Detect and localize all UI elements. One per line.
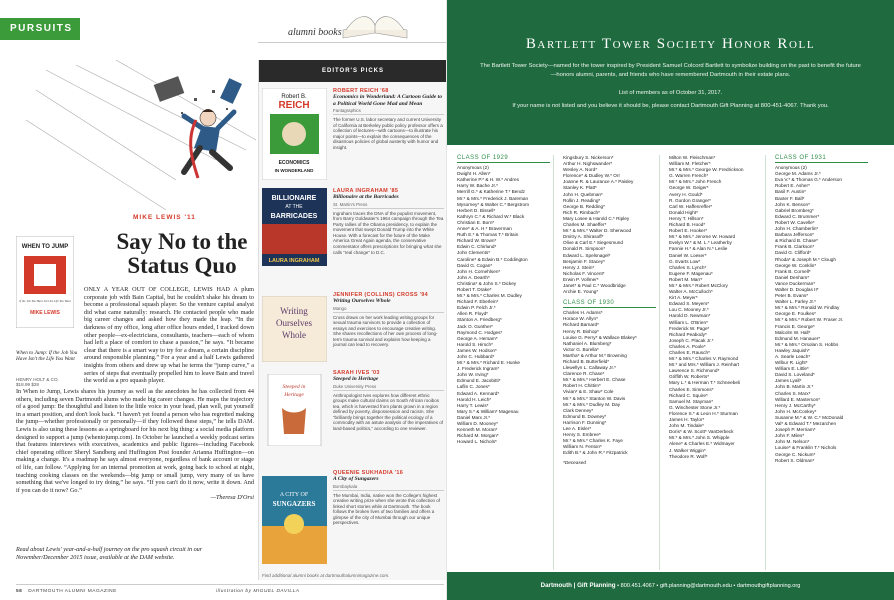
honor-name: Edmund B. Downey* [563,413,607,419]
honor-name: Jack O. Gunther* [457,323,493,329]
honor-name: Mr.* & Mrs.* Charles K. Faye [563,438,623,444]
byline: MIKE LEWIS '11 [133,214,196,221]
class-heading: CLASS OF 1929 [457,155,550,163]
deceased-note: *Deceased [563,459,586,465]
honor-name: Frank B. Cornell* [775,268,811,274]
honor-name: Richard Peabody* [669,331,707,337]
honor-name: Robert H. Chittim* [563,383,601,389]
honor-name: Daniel Marx Jr.* [457,414,491,420]
honor-name: Malcolm W. Hall* [775,329,811,335]
honor-name: Peter B. Evans* [775,293,809,299]
honor-name: Mr.* & Mrs.* Orsolan S. Hobbs [775,341,839,347]
honor-name: James W. Hodson* [457,347,497,353]
honor-name: Edwin P. Felch Jr.* [457,305,496,311]
honor-name: Herbert D. Bissell* [457,207,496,213]
honor-name: William N. Fenton* [563,444,602,450]
honor-name: Richard C. Squire* [669,392,708,398]
honor-name: Katherine P.* & H. W.* Andres [457,177,519,183]
honor-name: A. Searle Leach* [775,354,811,359]
honor-name: Charles A. Poole* [669,343,706,349]
pick-author: LAURA INGRAHAM '85 [333,188,399,194]
honor-name: Henry S. Embree* [563,432,601,438]
pick-text [333,292,444,348]
honor-name: William E. Little* [775,366,809,372]
magazine-name: DARTMOUTH ALUMNI MAGAZINE [28,589,117,594]
honor-name: Wilbur R. Light* [775,360,808,366]
honor-name: Willard E. Masterson* [775,396,821,402]
pick-publisher: St. Martin's Press [333,202,444,209]
honor-name: Charles S. Lynch* [669,264,707,270]
honor-name: Frank B. Clarkson* [775,244,815,250]
honor-name: John W. Irving* [457,372,489,378]
honor-name: Kirt A. Meyer* [669,295,698,301]
article-tease: Read about Lewis' year-and-a-half journey on the pro squash circuit in our November/December 2015 issue, available at the DAM website. [16,546,203,561]
honor-name: Florence* & Dudley W.* Orr [563,173,621,179]
honor-name: Edwin C. Chirlund* [457,244,497,250]
honor-name: Samuel M. Stayman* [669,398,714,404]
honor-name: Charles E. Rausch* [669,350,710,355]
pick-publisher: Bombaykala [333,484,444,491]
honor-name: Dmitry A. Shirasoff* [563,234,604,240]
honor-name: Mary S.* & William* Magenau [457,408,519,414]
honor-name: Edward C. Brummer* [775,213,820,219]
honor-name: Henry R. Bishop* [563,328,599,334]
honor-name: John A. Dearth* [457,274,490,280]
honor-name: Henry J. Stein* [563,264,595,270]
honor-name: Mr.* & Mrs.* Jerome W. Howard [669,234,736,240]
honor-name: Janet* & Paul C.* Woodbridge [563,282,626,288]
cover-line: Ourselves [276,318,312,328]
honor-name: David S. Loveland* [775,372,815,378]
honor-name: Donald Hight* [669,209,698,215]
honor-name: Barbara Jefferson* [775,232,814,238]
page-footer [16,584,444,594]
book-cover-steeped-in-heritage [262,374,327,446]
honor-name: John M. Nelson* [775,439,810,445]
honor-name: Vance Duckerman* [775,280,816,286]
honor-name: John Clements* [457,250,491,256]
honor-name: Edith B.* & John R.* Fitzpatrick [563,450,628,456]
honor-name: Vivian* & E. Shaw* Cole [563,389,614,395]
honor-name: Raymond C. Hodges* [457,329,503,335]
honor-name: Mary Losee & Harold C.* Ripley [563,215,630,221]
honor-name: Anonymous (2) [775,165,807,171]
honor-name: Howard L. Nichols* [457,439,497,445]
honor-name: Rhoda* & Joseph M.* Clough [775,256,836,262]
honor-name: Charles H. Adams* [563,310,603,316]
honor-roll-title: Bartlett Tower Society Honor Roll [525,36,816,52]
honor-name: Mary L.* & Herman T.* Schneebeli [669,380,741,386]
honor-name: Louise* & Franklin T.* Nichols [775,445,837,451]
honor-name: Eugene F. Magenau* [669,270,713,276]
honor-name: Olive & Carl E.* Siegesmund [563,240,623,246]
pick-description: Ingraham traces the DNA of the populist movement, from Barry Goldwater's 1964 campaign through the Tea Party rallies of the Obama presidency, to explain the movement that swept Donald Trump into the White House. With a forecast for the future of the Make America Great Again agenda, the conservative commentator offers prescriptions for bringing what she calls “real change” to D.C. [333,210,444,255]
honor-name: James Lyall* [775,378,802,384]
honor-name: Nicholas F. Vincent* [563,270,605,276]
honor-name: Lee A. Eisler* [563,426,592,432]
pick-description: The former U.S. labor secretary and current University of California at Berkeley public policy professor offers a collection of lectures—with cartoons—to illustrate his major points—to explain the consequences of the disastrous policies of global austerity with humor and insight. [333,117,443,150]
book-cover-economics-in-wonderland [262,88,327,180]
honor-name: Florence S.* & Leon H.* Sturman [669,410,738,416]
book-caption-meta [16,377,80,387]
honor-name: Louise G. Perry* & Wallace Blakey* [563,334,637,340]
honor-name: Mr.* & Mrs.* John S. Whipple [669,435,730,441]
book-cover-a-city-of-sungazers [262,476,327,564]
honor-name: Charles E. Simmons* [669,386,714,392]
cover-line: Robert B. [281,94,307,100]
honor-name: Merrill G.* & Katherine T.* Bendz [457,189,525,195]
honor-name: Henry T. Hillson* [669,215,704,221]
honor-name: Eva V.* & Thomas G.* Anderson [775,177,842,183]
section-tab: PURSUITS [0,18,80,40]
pick-title: Economics in Wonderland: A Cartoon Guide to a Political World Gone Mad and Mean [333,94,442,107]
honor-name: Mr.* & Mrs.* Herbert E. Chase [563,377,626,383]
article-signature: —Theresa D'Orsi [210,494,254,502]
gift-planning-footer [447,572,894,600]
editors-picks-label: EDITOR'S PICKS [259,60,447,82]
honor-name: Daniel W. Loeser* [669,252,707,258]
honor-name: Stanley K. Platt* [563,185,597,191]
honor-name: Edward A. Kennard* [457,390,500,396]
cover-line: Writing [280,306,308,316]
pick-author: ROBERT REICH '68 [333,88,389,94]
honor-name: Nathaniel A. Blumberg* [563,340,612,346]
pick-author: JENNIFER (COLLINS) CROSS '94 [333,292,428,298]
class-heading: CLASS OF 1931 [775,155,868,163]
cover-line: BARRICADES [270,213,318,220]
honor-name: Harold D. Newman* [669,313,711,319]
honor-name: Donald R. Simpson* [563,246,606,252]
cover-line: A CITY OF [279,492,309,498]
honor-name: Stanton A. Friedberg* [457,317,502,323]
honor-name: Erwin P. Vollmer* [563,276,599,282]
honor-name: George E. Foulkes* [775,311,816,317]
honor-column-3 [669,155,762,460]
honor-name: Robert E. Asher* [775,183,810,189]
honor-name: George M. Adams Jr.* [775,171,821,177]
honor-name: Fannie H.* & Alan N.* Leslie [669,246,728,252]
honor-name: Llewellyn L. Callaway Jr.* [563,365,616,371]
honor-name: Mr.* & Mrs.* Stanton W. Davis [563,395,626,401]
honor-column-1 [457,155,550,445]
honor-name: Arthur H. Nighswander* [563,161,613,167]
honor-name: Edward L. Spelsnagel* [563,252,611,258]
honor-name: Susanne M.* & W. C.* McDonald [775,414,844,420]
honor-name: Rollin J. Reading* [563,197,601,203]
honor-name: George W. Geiger* [669,185,709,191]
honor-name: Mr.* & Mrs.* Richard E. Hunke [457,360,521,366]
honor-name: Allen R. Floyd* [457,311,489,317]
book-caption: When to Jump: If the Job You Have Isn't the Life You Want [16,350,78,363]
cover-line: ECONOMICS [278,160,310,166]
honor-name: Walter L. Farley Jr.* [775,299,816,305]
book-cover-title: WHEN TO JUMP [21,244,69,250]
pick-publisher: Duke University Press [333,384,444,391]
honor-name: Daniel Denham* [775,274,810,280]
honor-name: Clark Denney* [563,407,594,413]
honor-name: J. Walker Wiggin* [669,447,706,453]
honor-name: & Richard B. Chase* [775,238,818,244]
honor-name: Caroline* & Edwin B.* Coddington [457,256,528,262]
honor-name: Mr.* & Mrs.* Dudley M. Day [563,401,621,407]
honor-name: Ruth E.* & Thomas T.* Britain [457,232,519,238]
honor-roll-intro: The Bartlett Tower Society—named for the tower inspired by President Samuel Colcord Bartlett to symbolize building on the past to benefit the future—honors alumni, parents, and friends who have remembered Dartmouth in their estate plans. [480,63,861,78]
pick-author: QUEENIE SUKHADIA '16 [333,470,404,476]
honor-name: Hawley Jaquish* [775,347,810,353]
pick-text [333,470,444,526]
honor-name: John H. Cornehlsen* [457,268,501,274]
honor-name: Charles M. Shaeffer* [563,222,607,228]
honor-name: Doris* & W. Scott* VanDerbeck [669,429,734,435]
cover-line: SUNGAZERS [272,500,316,508]
column-divider [553,155,554,570]
honor-name: Joseph C. Placak Jr.* [669,337,714,343]
pick-title: Steeped in Heritage [333,376,379,382]
headline: Say No to the Status Quo [116,229,248,278]
honor-name: Edward S. Meyers* [669,301,710,307]
pick-description: The Mumbai, India, native won the College's highest creative writing prize when she wrote this collection of linked short stories while at Dartmouth. The book follows the broken lives of two families and offers a glimpse of the city of Mumbai through our unique perspectives. [333,492,441,526]
honor-name: Christian E. Born* [457,219,495,225]
honor-name: Avery H. Gould* [669,191,703,197]
honor-name: Alene* & Charles E.* Widmayer [669,441,735,447]
honor-name: Harold H. Leich* [457,396,492,402]
footer-brand: Dartmouth | Gift Planning [540,582,616,589]
honor-name: Mr.* & Mrs.* George W. Fredrickson [669,167,744,173]
honor-name: Richard W. Brown* [457,238,497,244]
honor-name: Mr.* and Mrs.* William J. Reinhart [669,362,740,368]
honor-name: Walter D. Douglas II* [775,286,819,292]
section-label: alumni books [288,27,342,38]
honor-name: Theodore R. Wolf* [669,453,708,459]
honor-name: Mr.* & Mrs.* Frederick J. Bareman [457,195,529,201]
honor-name: G. Evarts Low* [669,258,701,264]
honor-name: Joanne R. & Laurance A.* Paisley [563,179,634,185]
pick-title: A City of Sungazers [333,476,379,482]
honor-name: Mr.* & Mrs.* Charles V. Raymond [669,356,739,362]
pick-text [333,188,444,255]
honor-name: Mr.* & Mrs.* Walter D. Sherwood [563,228,632,234]
book-cover-subtitle: If the Job You Have Isn't the Life You Want [19,299,71,303]
right-page [447,0,894,600]
honor-name: Griffith W. Roberts* [669,374,710,380]
honor-name: Wesley A. Nord* [563,167,598,173]
honor-name: Frederick W. Page* [669,325,710,331]
pick-text [333,88,444,151]
article-body-text: In When to Jump, Lewis shares his journey as well as the anecdotes he has collected from 44 others, including seven Dartmouth alums who made big career changes. He maps the trajectory of a good jump: Be thoughtful and listen to the little voice in your head, plan well, put yourself in a smart position, and don't look back. “I haven't yet found a person who has regretted making the jump—whether professionally or personally—if they followed these steps,” he tells DAM. Lewis is also using these lessons as a springboard for his next big thing: a social media platform designed to support a jump (whentojump.com). In October he launched a weekly podcast series that features interviews with executives, academics and public figures—including Facebook chief operating officer Sheryl Sandberg and Huffington Post founder Arianna Huffington—on making a change. It's a roadmap he says almost everyone, regardless of bank account or stage of life, can follow. “Applying for an internal promotion at work, going back to school at night, teaching cooking classes on the weekends—big jump or small jump, very many of us have something that we've longed to try doing,” he says. “If you can't do it now, write it down. And if you can do it now? Go.” [16,388,255,494]
honor-name: Lou C. Mooney Jr.* [669,307,709,313]
honor-column-2 [563,155,656,466]
pick-author: SARAH IVES '03 [333,370,380,376]
honor-name: Mr.* & Mrs.* Charles M. Dudley [457,293,522,299]
caption-price: $18.99 $28 [16,382,39,387]
honor-column-4 [775,155,868,464]
honor-name: Basil F. Austin* [775,189,807,195]
honor-name: Edmund E. Jacobitti* [457,378,501,384]
find-more-link[interactable]: Find additional alumni books at dartmouthalumnimagazine.com. [262,573,390,578]
column-divider [765,155,766,570]
book-cover-billionaire-at-the-barricades [262,188,327,266]
honor-name: Clarence R. Chase* [563,371,605,377]
column-divider [659,155,660,570]
honor-name: Mr.* & Mrs.* Robert W. Fraser Jr. [775,317,844,323]
honor-name: R. Gordon Granger* [669,197,711,203]
book-cover-when-to-jump [16,236,74,328]
editors-picks-sidebar [258,60,446,580]
honor-name: Christina* & John S.* Dickey [457,280,517,286]
honor-name: Kenneth M. Moran* [457,427,498,433]
pick-title: Writing Ourselves Whole [333,298,391,304]
honor-name: Harry T. Lewis* [457,402,489,408]
honor-name: Robert S. Oldman* [775,457,815,463]
honor-name: John H. Quebman* [563,191,603,197]
honor-name: Richard B. Butterfield* [563,359,610,364]
honor-name: George W. Conklin* [775,262,817,268]
honor-name: Robert E. Hooker* [669,228,708,234]
honor-roll-contact: If your name is not listed and you believe it should be, please contact Dartmouth Gift Planning at 800-451-4067. Thank you. [512,103,829,109]
honor-name: Mysorney* & Walter C.* Bergstrom [457,201,529,207]
pick-publisher: Mango [333,306,444,313]
honor-name: Val* & Edward T.* Mezarchen [775,421,837,427]
pick-description: Cross draws on her work leading writing groups for sexual trauma survivors to provide a collection of essays and exercises to encourage creative writing. She shares recollections of her own process of long-term trauma survival and explains how keeping a journal can lead to recovery. [333,314,438,348]
honor-name: William L. O'Brien* [669,319,708,325]
honor-name: Joseph P. Merriam* [775,427,816,433]
honor-name: Richard F. Eberlein* [457,299,499,305]
honor-name: G. Winchester Stone Jr.* [669,404,721,410]
divider [258,42,446,43]
cover-line: Whole [282,330,306,340]
honor-name: George B. Redding* [563,203,605,209]
cover-line: Steeped in [282,384,306,390]
honor-name: Martha* & Arthur M.* Browning [563,352,627,358]
honor-name: Lawrence S. Richmond* [669,368,720,374]
illustration-credit: illustration by MIGUEL DAVILLA [216,589,300,594]
honor-name: Anonymous (2) [457,165,489,171]
cover-line: BILLIONAIRE [271,195,317,202]
page-number: 58 [16,589,23,594]
honor-name: Carl W. Haffenreffer* [669,203,713,209]
honor-name: James H. Taylor* [669,417,705,423]
honor-name: Rich R. Rimbach* [563,209,600,215]
honor-name: Richard B. Hood* [669,222,706,228]
honor-name: William D. Mooney* [457,421,498,427]
honor-name: Horace W. Allyn* [563,316,598,322]
honor-name: John K. Benson* [775,201,810,207]
honor-name: Laflin C. Jones* [457,384,490,390]
honor-name: Evelyn W.* & M. L.* Leatherby [669,240,732,246]
honor-name: Anne* & A. H.* Braverman [457,226,512,232]
honor-name: Archie E. Young* [563,289,599,295]
honor-name: J. Frederick Ingram* [457,366,500,372]
cover-line: AT THE [285,204,303,210]
honor-name: John H. Chamberlin* [775,226,819,232]
honor-name: Charles S. Marx* [775,390,811,396]
footer-contact: • 800.451.4067 • gift.planning@dartmouth.edu • dartmouthgiftplanning.org [617,583,801,589]
cover-line: LAURA INGRAHAM [268,258,320,264]
book-cover-author: MIKE LEWIS [30,310,60,316]
honor-roll-date: List of members as of October 31, 2017. [618,90,723,96]
honor-name: John B. Martin Jr.* [775,384,814,390]
honor-name: Baxter F. Ball* [775,195,805,201]
class-heading: CLASS OF 1930 [563,300,656,308]
honor-name: Dwight H. Allen* [457,171,491,177]
honor-name: G. Warren French* [669,173,709,179]
honor-name: Mr.* & Mrs.* John French [669,179,722,185]
honor-name: John M. Tindale* [669,423,704,429]
honor-name: John F. Miles* [775,433,805,439]
article-body-main [16,388,254,502]
honor-name: Victor G. Borella* [563,346,599,352]
honor-name: Mr.* & Mrs.* Robert McClory [669,282,728,288]
honor-name: John C. Hubbard* [457,354,495,359]
honor-name: William M. Fletcher* [669,161,711,167]
honor-name: Harold S. Hirsch* [457,341,493,347]
honor-name: Benjamin F. Stacey* [563,258,605,264]
honor-name: Kathryn C.* & Richard W.* Black [457,213,525,219]
article-body-intro: ONLY A YEAR OUT OF COLLEGE, LEWIS HAD A plum corporate job with Bain Capital, but he couldn't shake his dream to become a professional squash player. So the venture capital analyst did what came naturally: research. He contacted people who made big career changes and asked how they made the leap. “In the darkness of my office, long after office hours ended, I tracked down other people—ex-electricians, consultants, teachers—each of whom had left a place of comfort to chase a passion,” he says. “It became clear that there is a smart way to try for a dream, a certain discipline around responsible planning.” For a year and a half Lewis gathered insights from others and drew up what he terms the “jump curve,” a series of steps that eventually propelled him to leave Bain and travel the world as a pro squash player. [84,286,254,385]
honor-name: David G. Cogan* [457,262,493,268]
honor-name: George A. Hersam* [457,335,498,341]
pick-publisher: Fantagraphics [333,108,444,115]
honor-roll-header [447,0,894,145]
honor-name: Henry J. McCarthy* [775,402,816,408]
honor-name: Kingsbury S. Nickerson* [563,155,614,160]
honor-name: David G. Clifford* [775,250,812,256]
pick-text [333,370,444,432]
caption-publisher: HENRY HOLT & CO. [16,377,59,382]
honor-name: John H. McConkey* [775,408,817,414]
honor-name: Milton W. Fleischman* [669,155,716,160]
open-book-icon [340,10,410,42]
honor-name: Robert T. Drake* [457,286,492,292]
honor-name: Edmund M. Hanauer* [775,335,821,341]
honor-name: Mr.* & Mrs.* Ronald W. Findlay [775,305,840,311]
honor-name: Francis E. George* [775,323,815,329]
honor-name: Walter A. McCulloch* [669,289,713,295]
honor-name: Harry W. Bache Jr.* [457,183,498,189]
honor-name: Richard Barnard* [563,322,599,328]
cover-line: Heritage [284,392,304,398]
cover-line: IN WONDERLAND [274,168,314,173]
pick-title: Billionaire at the Barricades [333,194,399,200]
honor-name: George C. Nickum* [775,451,816,457]
cover-line: REICH [278,100,310,111]
honor-name: Robert W. Cavelle* [775,219,815,225]
honor-name: Robert M. Marr* [669,276,703,282]
honor-name: Gabriel Bromberg* [775,207,814,213]
honor-name: Harrison F. Dunning* [563,419,607,425]
honor-name: Richard M. Morgan* [457,433,499,439]
pick-description: Anthropologist Ives explores how different ethnic groups make cultural claims on South African rooibos tea, which is harvested from plants grown in a region defined by poverty, dispossession and racism. She “brilliantly brings together the political ecology of a commodity with an astute analysis of the imperatives of land-based politics,” according to one reviewer. [333,392,444,432]
book-cover-writing-ourselves-whole [262,296,327,362]
